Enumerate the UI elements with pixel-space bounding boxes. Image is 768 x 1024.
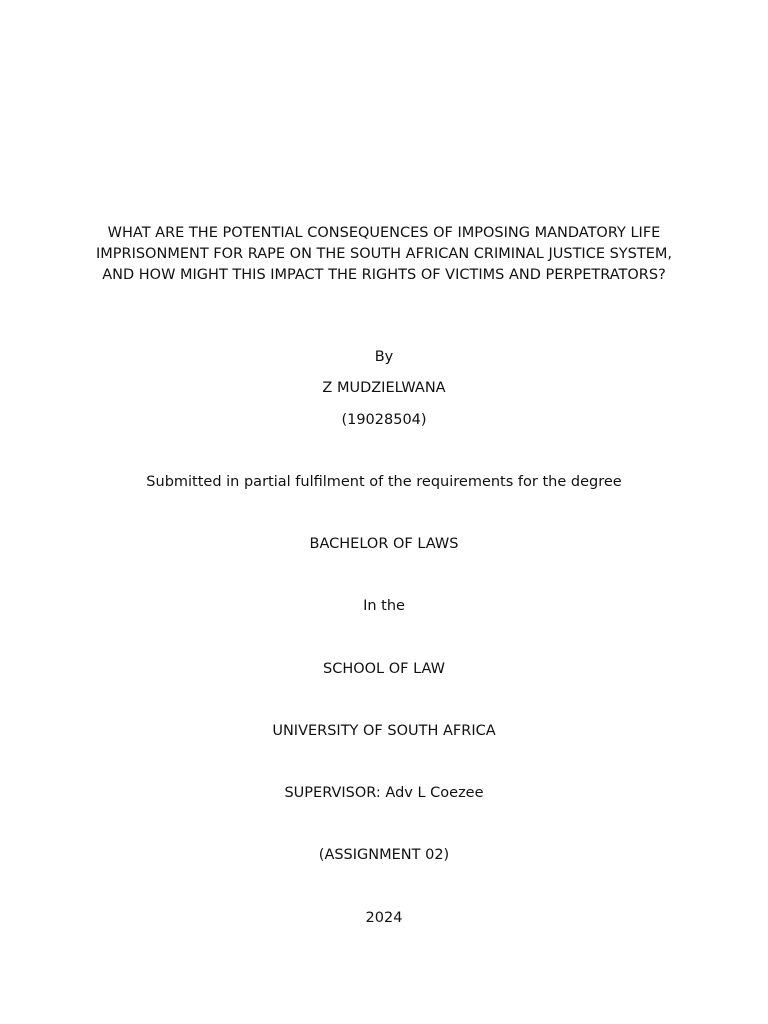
- submission-statement: Submitted in partial fulfilment of the requirements for the degree: [146, 474, 622, 490]
- by-label: By: [374, 349, 394, 365]
- author-name: Z MUDZIELWANA: [322, 380, 446, 396]
- in-the-label: In the: [363, 598, 405, 614]
- document-title: WHAT ARE THE POTENTIAL CONSEQUENCES OF IMPOSING MANDATORY LIFE IMPRISONMENT FOR RAPE ON THE SOUTH AFRICAN CRIMINAL JUSTICE SYSTEM, AND HOW MIGHT THIS IMPACT THE RIGHTS OF VICTIMS AND PERPETRATORS?: [95, 225, 673, 283]
- school-name: SCHOOL OF LAW: [323, 661, 445, 677]
- assignment-label: (ASSIGNMENT 02): [318, 847, 450, 863]
- student-number: (19028504): [341, 412, 427, 428]
- supervisor-line: SUPERVISOR: Adv L Coezee: [284, 785, 484, 801]
- university-name: UNIVERSITY OF SOUTH AFRICA: [272, 723, 496, 739]
- degree-name: BACHELOR OF LAWS: [309, 536, 459, 552]
- submission-year: 2024: [365, 910, 403, 926]
